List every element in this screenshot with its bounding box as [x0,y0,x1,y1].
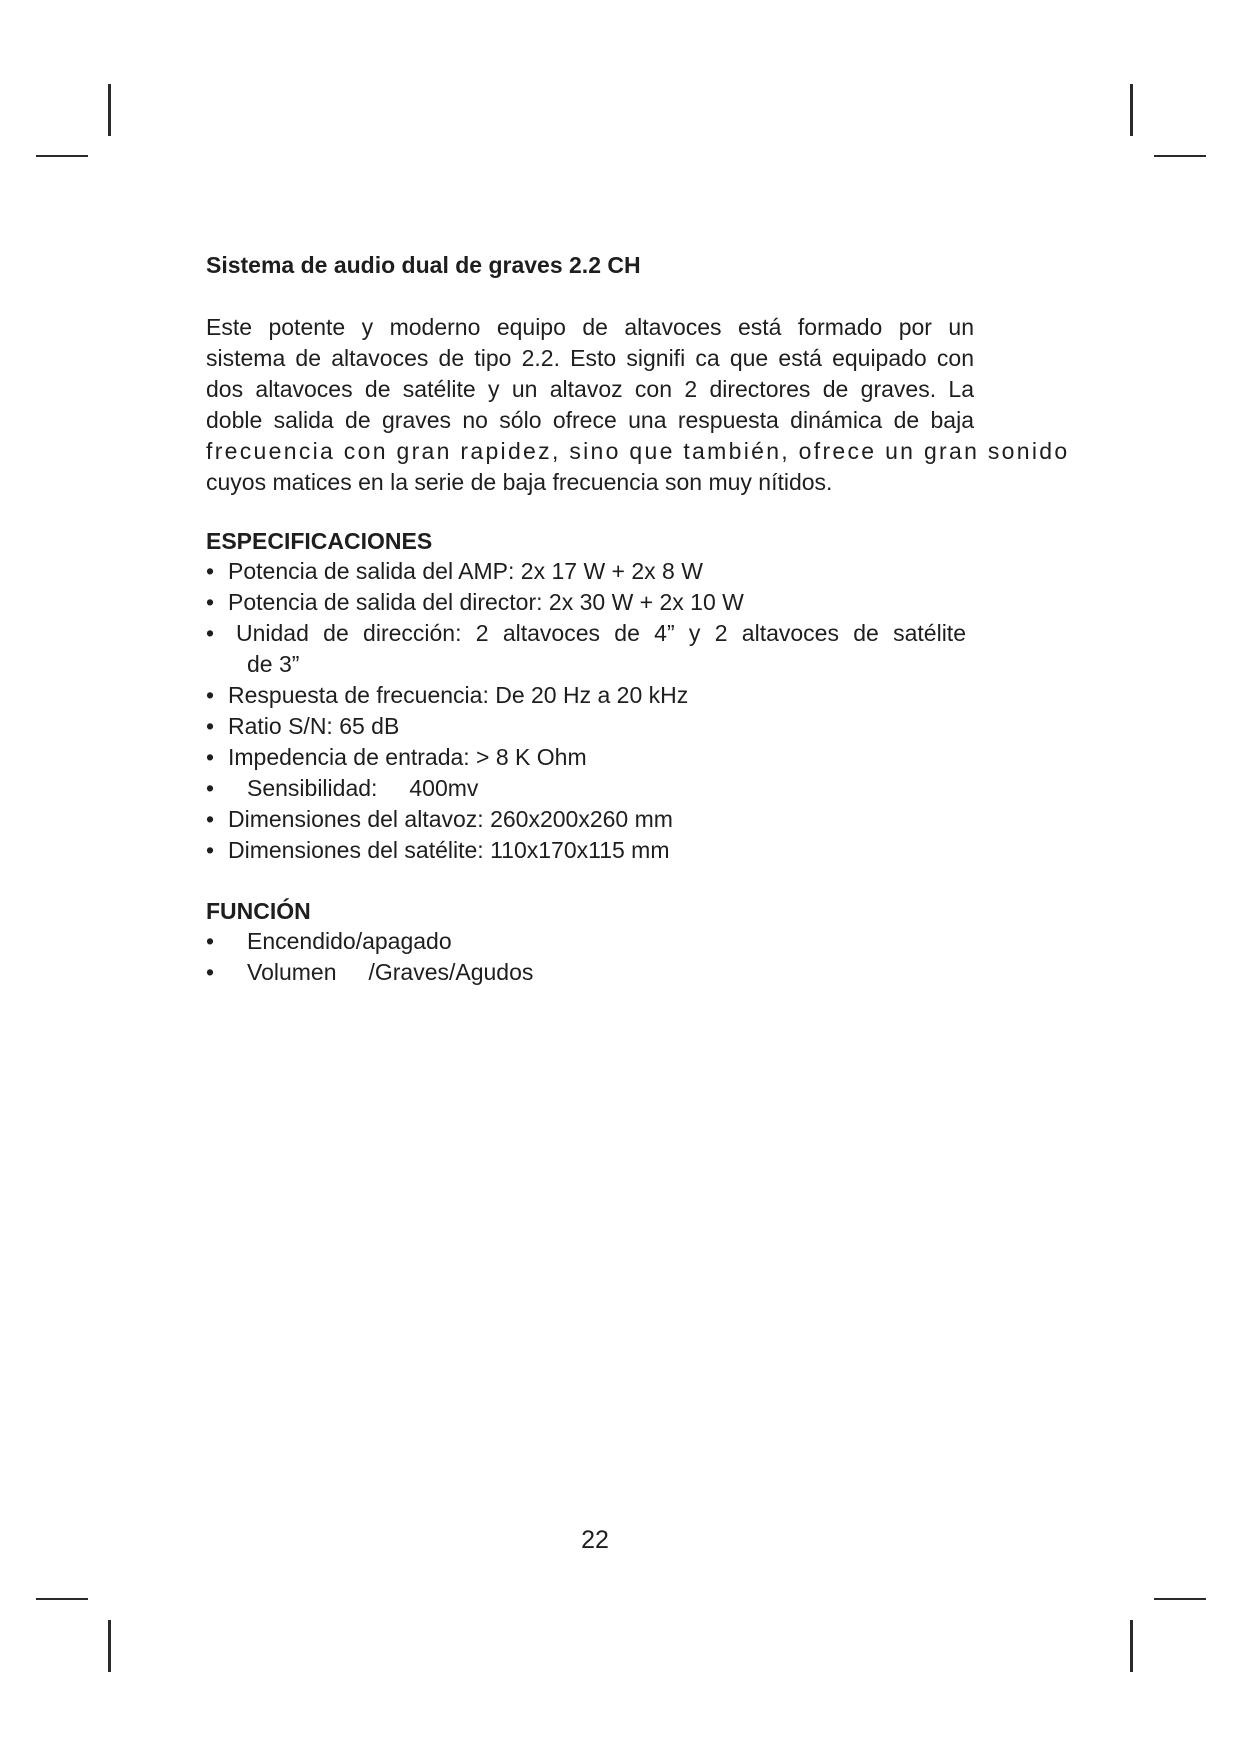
bullet-icon: • [206,806,215,832]
function-heading: FUNCIÓN [206,898,311,924]
specs-list [206,556,966,866]
page-number: 22 [581,1526,609,1554]
crop-mark-bottom-right-horizontal [1154,1598,1206,1600]
list-item: • Dimensiones del altavoz: 260x200x260 mm [206,804,966,835]
bullet-icon: • [206,928,215,954]
function-list [206,926,533,988]
list-item-continuation: de 3” [247,651,300,677]
bullet-icon: • [206,682,215,708]
crop-mark-bottom-right-vertical [1130,1620,1133,1672]
bullet-icon: • [206,620,215,646]
list-item: • Dimensiones del satélite: 110x170x115 mm [206,835,966,866]
intro-line: cuyos matices en la serie de baja frecuencia son muy nítidos. [206,469,833,495]
intro-line: sistema de altavoces de tipo 2.2. Esto signifi ca que está equipado con [206,345,974,371]
list-item: • Impedencia de entrada: > 8 K Ohm [206,742,966,773]
bullet-icon: • [206,959,215,985]
bullet-icon: • [206,713,215,739]
bullet-icon: • [206,589,215,615]
list-item: • Volumen /Graves/Agudos [206,957,533,988]
intro-line: dos altavoces de satélite y un altavoz con 2 directores de graves. La [206,376,974,402]
document-title: Sistema de audio dual de graves 2.2 CH [206,252,641,278]
list-item: • Unidad de dirección: 2 altavoces de 4” y 2 altavoces de satélite de 3” [206,618,966,680]
crop-mark-bottom-left-vertical [108,1620,111,1672]
crop-mark-bottom-left-horizontal [36,1598,88,1600]
intro-paragraph [206,312,1069,498]
bullet-icon: • [206,744,215,770]
list-item: • Encendido/apagado [206,926,533,957]
bullet-icon: • [206,837,215,863]
list-item: • Potencia de salida del director: 2x 30 W + 2x 10 W [206,587,966,618]
list-item: • Potencia de salida del AMP: 2x 17 W + 2x 8 W [206,556,966,587]
crop-mark-top-right-vertical [1130,84,1133,136]
list-item: • Sensibilidad: 400mv [206,773,966,804]
bullet-icon: • [206,558,215,584]
list-item: • Ratio S/N: 65 dB [206,711,966,742]
crop-mark-top-left-horizontal [36,155,88,157]
intro-line: frecuencia con gran rapidez, sino que también, ofrece un gran sonido [206,438,1070,464]
specs-heading: ESPECIFICACIONES [206,528,433,554]
list-item: • Respuesta de frecuencia: De 20 Hz a 20 kHz [206,680,966,711]
crop-mark-top-left-vertical [108,84,111,136]
intro-line: doble salida de graves no sólo ofrece una respuesta dinámica de baja [206,407,974,433]
intro-line: Este potente y moderno equipo de altavoces está formado por un [206,314,974,340]
crop-mark-top-right-horizontal [1154,155,1206,157]
bullet-icon: • [206,775,215,801]
